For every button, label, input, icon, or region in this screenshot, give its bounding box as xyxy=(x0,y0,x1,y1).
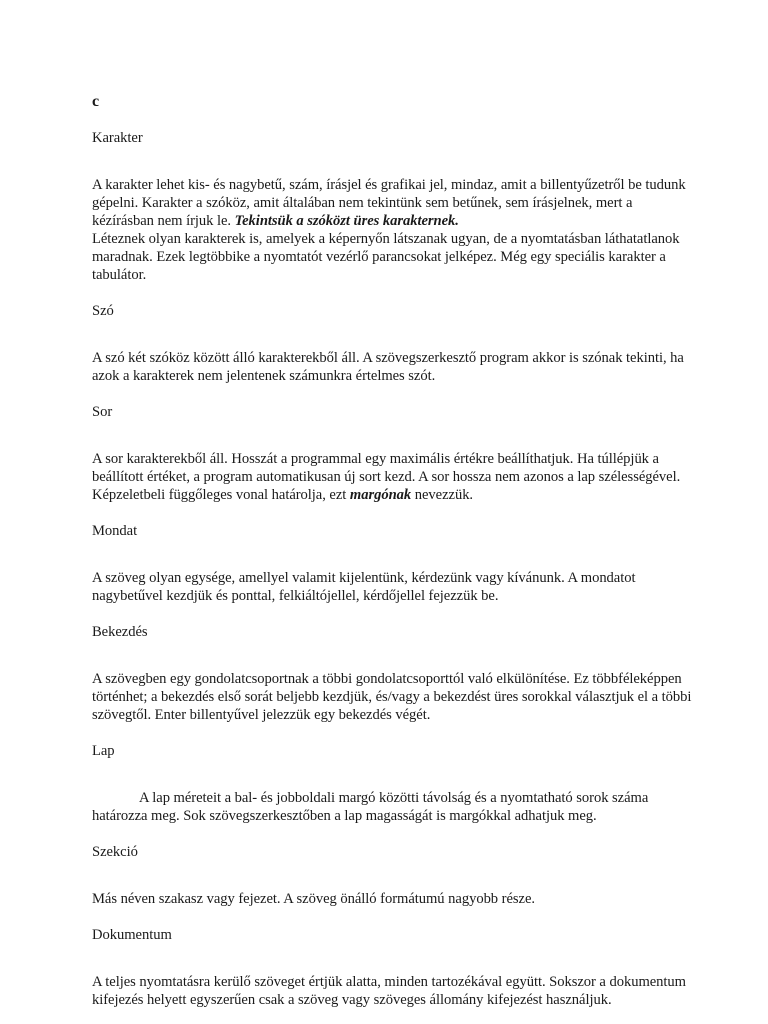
emphasis-margo: margónak xyxy=(349,487,412,503)
document-body xyxy=(92,93,692,1009)
paragraph-karakter-1: A karakter lehet kis- és nagybetű, szám, írásjel és grafikai jel, mindaz, amit a billentyűzetről be tudunk gépelni. Karakter a szóköz, amit általában nem tekintünk sem betűnek, sem írásjelnek, mert a kézírásban nem írjuk le. Tekintsük a szóközt üres karakternek. xyxy=(92,177,686,229)
paragraph-lap: A lap méreteit a bal- és jobboldali margó közötti távolság és a nyomtatható sorok száma határozza meg. Sok szövegszerkesztőben a lap magasságát is margókkal adhatjuk meg. xyxy=(92,790,649,824)
heading-lap: Lap xyxy=(92,743,115,759)
heading-sor: Sor xyxy=(92,404,113,420)
paragraph-sor: A sor karakterekből áll. Hosszát a programmal egy maximális értékre beállíthatjuk. Ha túllépjük a beállított értéket, a program automatikusan új sort kezd. A sor hossza nem azonos a lap szélességével. Képzeletbeli függőleges vonal határolja, ezt margónak nevezzük. xyxy=(92,451,681,503)
paragraph-bekezdes: A szövegben egy gondolatcsoportnak a többi gondolatcsoporttól való elkülönítése. Ez többféleképpen történhet; a bekezdés első sorát beljebb kezdjük, és/vagy a bekezdést üres sorokkal választjuk el a többi szövegtől. Enter billentyűvel jelezzük egy bekezdés végét. xyxy=(92,671,692,723)
emphasis-karakter: Tekintsük a szóközt üres karakternek. xyxy=(234,213,459,229)
section-mark: c xyxy=(92,93,100,110)
heading-szekcio: Szekció xyxy=(92,844,138,860)
paragraph-szo: A szó két szóköz között álló karakterekből áll. A szövegszerkesztő program akkor is szónak tekinti, ha azok a karakterek nem jelentenek számunkra értelmes szót. xyxy=(92,350,684,384)
heading-bekezdes: Bekezdés xyxy=(92,624,148,640)
paragraph-karakter-2: Léteznek olyan karakterek is, amelyek a képernyőn látszanak ugyan, de a nyomtatásban láthatatlanok maradnak. Ezek legtöbbike a nyomtatót vezérlő parancsokat jelképez. Még egy speciális karakter a tabulátor. xyxy=(92,231,680,283)
paragraph-dokumentum: A teljes nyomtatásra kerülő szöveget értjük alatta, minden tartozékával együtt. Sokszor a dokumentum kifejezés helyett egyszerűen csak a szöveg vagy szöveges állomány kifejezést használjuk. xyxy=(92,974,686,1008)
paragraph-szekcio: Más néven szakasz vagy fejezet. A szöveg önálló formátumú nagyobb része. xyxy=(92,891,535,907)
paragraph-mondat: A szöveg olyan egysége, amellyel valamit kijelentünk, kérdezünk vagy kívánunk. A mondatot nagybetűvel kezdjük és ponttal, felkiáltójellel, kérdőjellel fejezzük be. xyxy=(92,570,636,604)
heading-mondat: Mondat xyxy=(92,523,138,539)
heading-karakter: Karakter xyxy=(92,130,143,146)
heading-szo: Szó xyxy=(92,303,114,319)
heading-dokumentum: Dokumentum xyxy=(92,927,172,943)
